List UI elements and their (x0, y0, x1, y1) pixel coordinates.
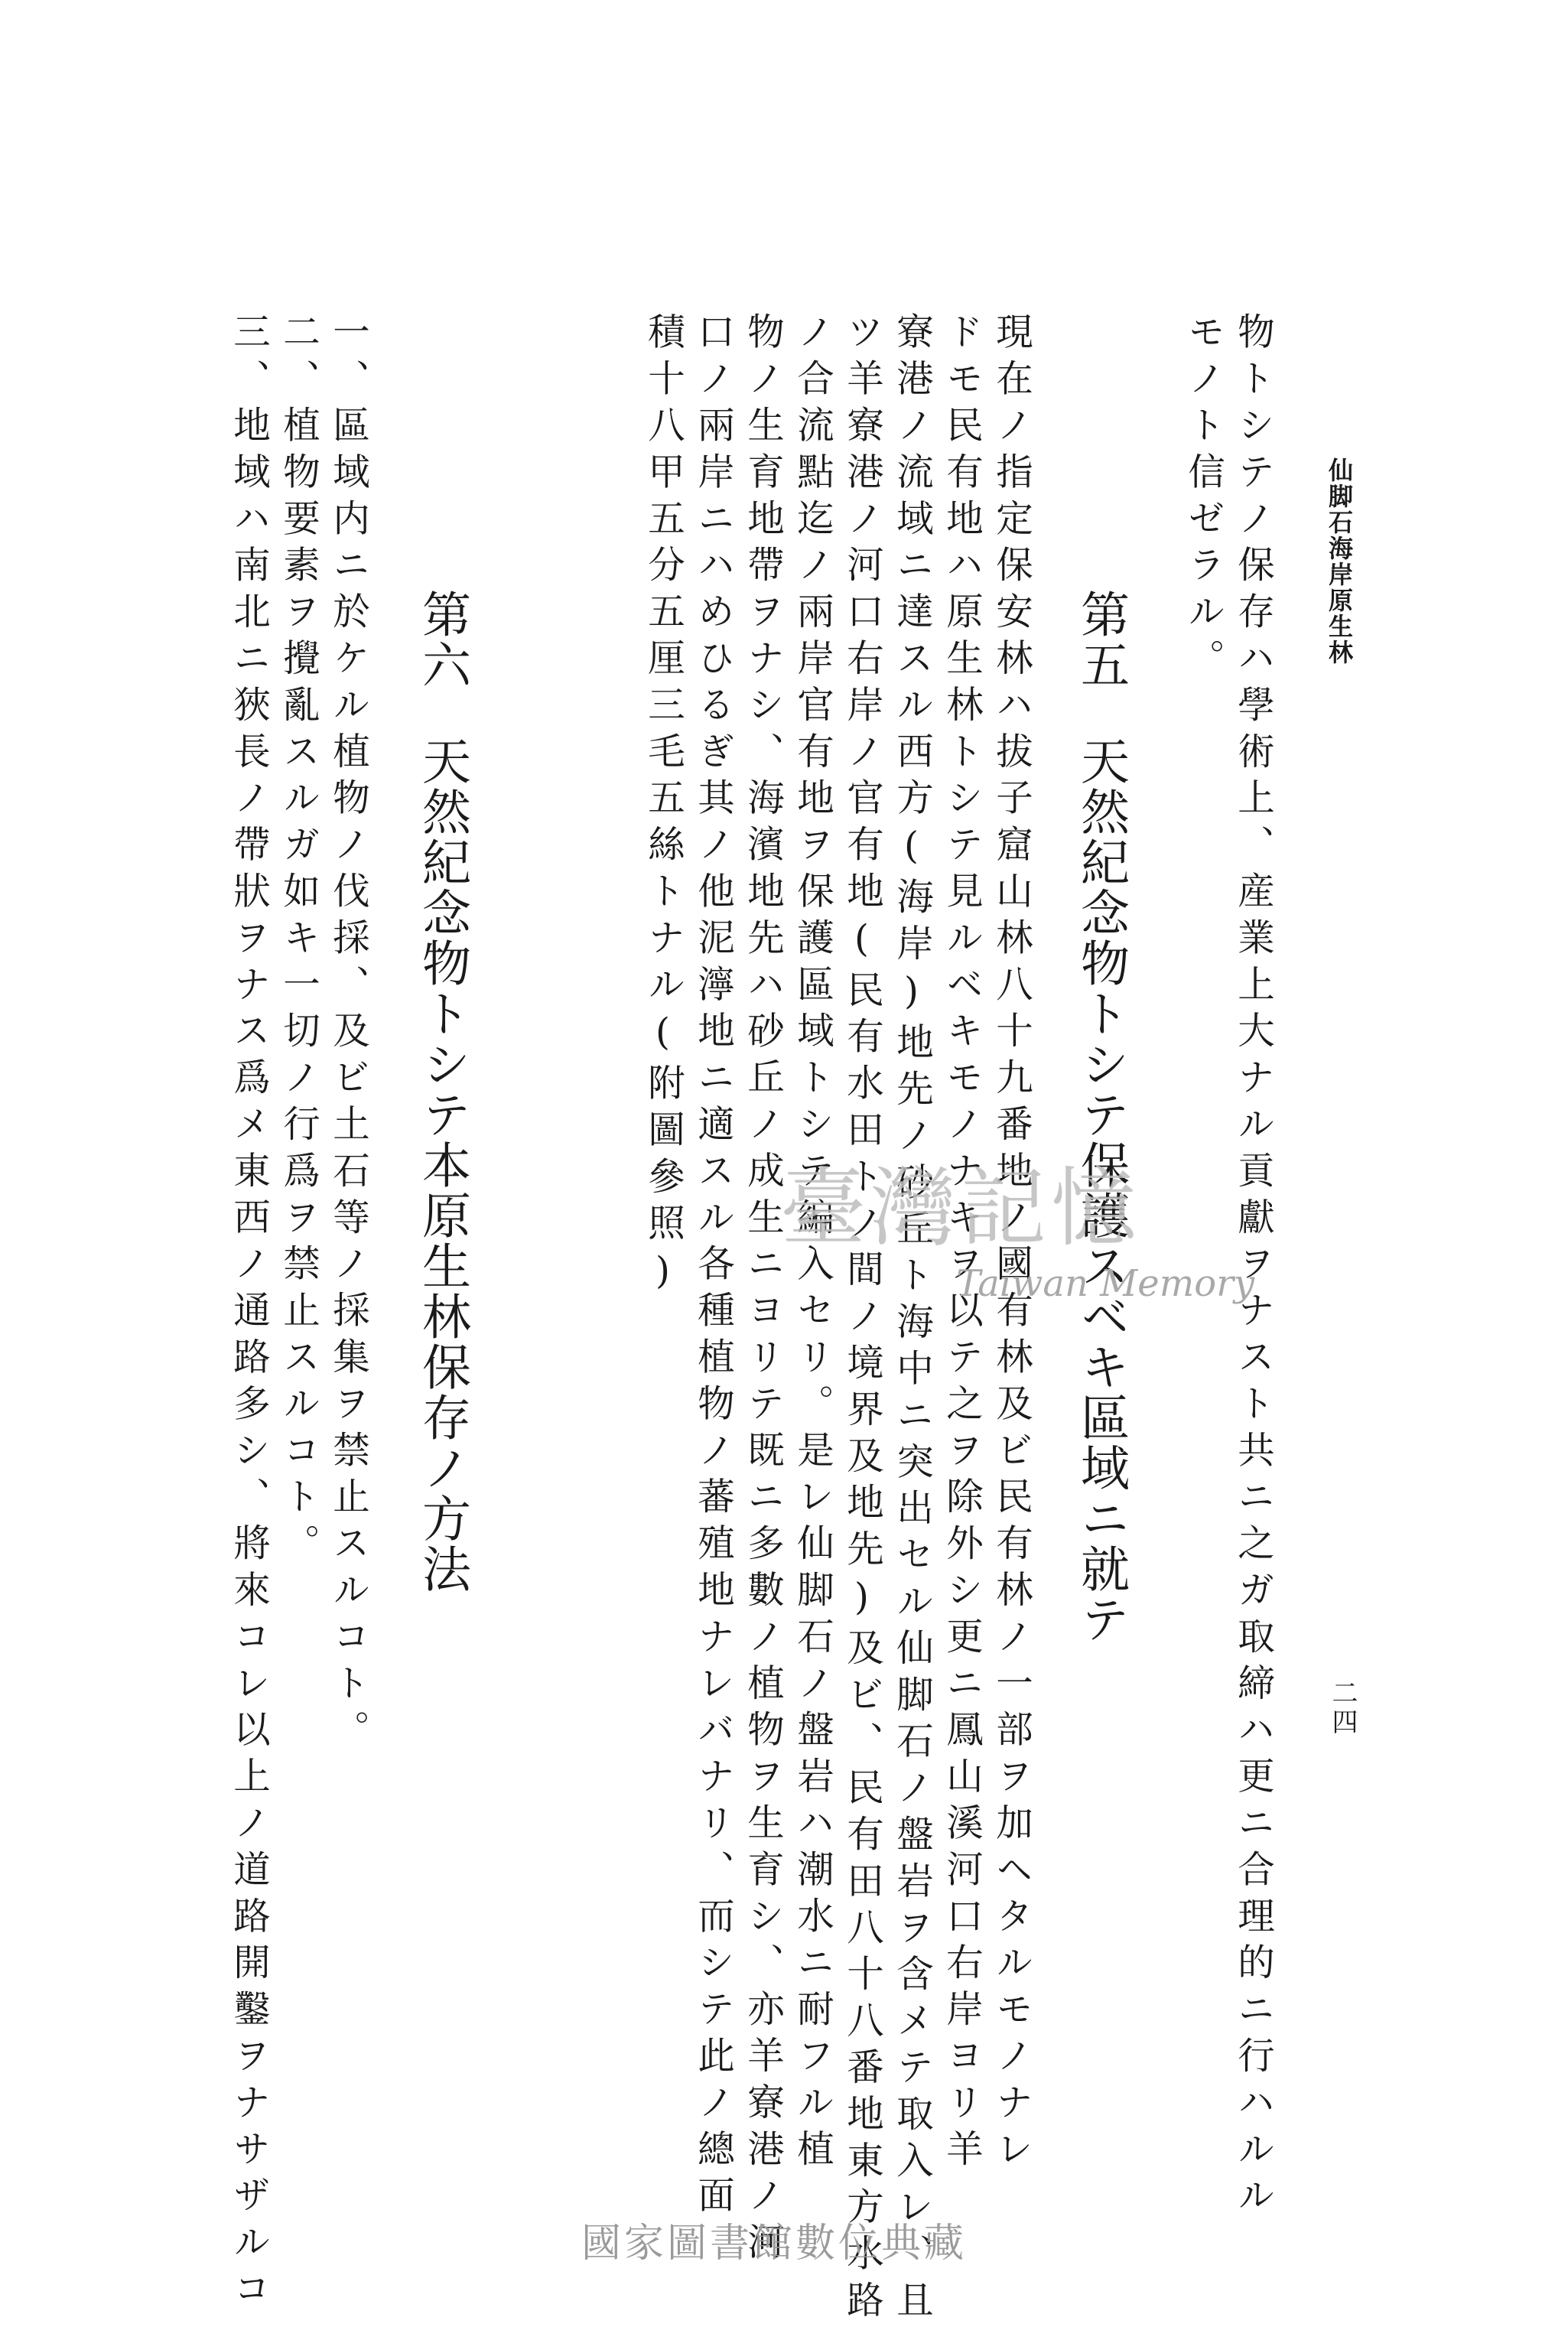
text-line-5: ドモ民有地ハ原生林トシテ見ルベキモノナキヲ以テ之ヲ除外シ更ニ鳳山溪河口右岸ヨリ羊 (939, 312, 983, 2176)
section-heading-5 (1072, 589, 1129, 1645)
list-item-2: 二、植物要素ヲ攪亂スルガ如キ一切ノ行爲ヲ禁止スルコト。 (276, 312, 320, 1570)
watermark-subtitle: Taiwan Memory (956, 1262, 1255, 1305)
section-number-6: 第六 (414, 589, 470, 690)
text-line-9: 物ノ生育地帶ヲナシ、海濱地先ハ砂丘ノ成生ニヨリテ既ニ多數ノ植物ヲ生育シ、亦羊寮港ノ河 (740, 312, 784, 2269)
text-line-7: ツ羊寮港ノ河口右岸ノ官有地(民有水田トノ間ノ境界及地先)及ビ、民有田八十八番地東方水路 (840, 312, 883, 2327)
section-title-5: 天然紀念物トシテ保護スベキ區域ニ就テ (1072, 736, 1129, 1645)
page-number: 二四 (1327, 1679, 1358, 1737)
text-line-11: 積十八甲五分五厘三毛五絲トナル(附圖參照) (641, 312, 685, 1302)
list-item-1: 一、區域内ニ於ケル植物ノ伐採、及ビ土石等ノ採集ヲ禁止スルコト。 (326, 312, 369, 1756)
text-line-10: 口ノ兩岸ニハめひるぎ其ノ他泥濘地ニ適スル各種植物ノ蕃殖地ナレバナリ、而シテ此ノ總面 (691, 312, 734, 2222)
running-head: 仙脚石海岸原生林 (1325, 457, 1354, 666)
section-title-6: 天然紀念物トシテ本原生林保存ノ方法 (414, 736, 470, 1594)
text-line-6: 寮港ノ流域ニ達スル西方(海岸)地先ノ砂丘ト海中ニ突出セル仙脚石ノ盤岩ヲ含メテ取入レ、且 (890, 312, 933, 2327)
section-heading-6 (414, 589, 470, 1594)
list-item-3: 三、地域ハ南北ニ狹長ノ帶狀ヲナス爲メ東西ノ通路多シ、將來コレ以上ノ道路開鑿ヲナサザルコ (226, 312, 270, 2316)
watermark-logo: 臺灣記憶 (780, 1159, 1141, 1258)
text-line-8: ノ合流點迄ノ兩岸官有地ヲ保護區域トシテ編入セリ。是レ仙脚石ノ盤岩ハ潮水ニ耐フル植 (790, 312, 834, 2176)
section-number-5: 第五 (1072, 589, 1129, 690)
text-line-1: 物トシテノ保存ハ學術上、産業上大ナル貢獻ヲナスト共ニ之ガ取締ハ更ニ合理的ニ行ハルル (1231, 312, 1274, 2222)
text-line-2: モノト信ゼラル。 (1181, 312, 1225, 685)
footer-collection-label: 國家圖書館數位典藏 (581, 2221, 968, 2267)
text-line-4: 現在ノ指定保安林ハ拔子窟山林八十九番地ノ國有林及ビ民有林ノ一部ヲ加ヘタルモノナレ (989, 312, 1033, 2176)
